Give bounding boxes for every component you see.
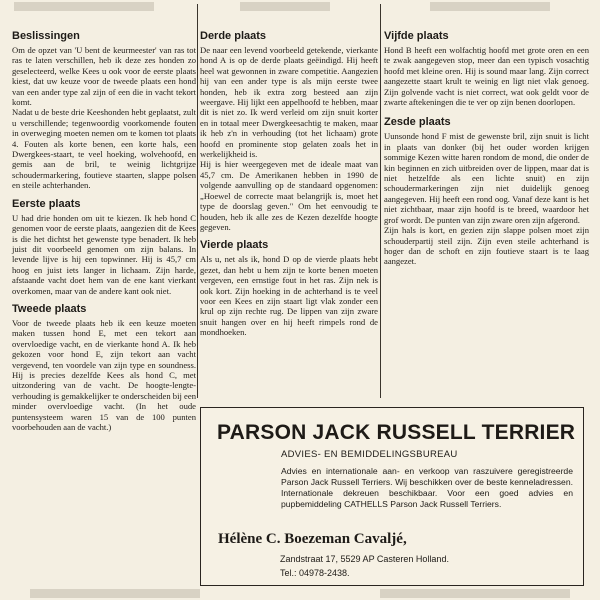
ad-phone: Tel.: 04978-2438. bbox=[280, 568, 350, 578]
ad-subtitle: ADVIES- EN BEMIDDELINGSBUREAU bbox=[281, 449, 458, 460]
ad-contact-name: Hélène C. Boezeman Cavaljé, bbox=[218, 531, 407, 547]
paragraph: Om de opzet van 'U bent de keurmeester' van ras tot ras te laten verschillen, heb ik deze zes honden zo geselecteerd, welke Kees u ook voor de eerste plaats kiest, dat uw keuze voor de tweede plaats een hond van een ander type zal zijn of een die in vacht tekort komt. bbox=[12, 45, 196, 108]
heading-beslissingen: Beslissingen bbox=[12, 30, 80, 42]
heading-vierde-plaats: Vierde plaats bbox=[200, 239, 269, 252]
paragraph: Zijn hals is kort, en gezien zijn slappe polsen moet zijn schouderpartij steil zijn. Zijn even steile achterhand is hoger dan de schoft en zijn foutieve staart is te laag aangezet. bbox=[384, 225, 589, 267]
paragraph: Voor de tweede plaats heb ik een keuze moeten maken tussen hond E, met een tekort aan overvloedige vacht, en de vierkante hond A. Ik heb gekozen voor hond E, zijn tekort aan vacht vergevend, ten voordele van zijn type en soundness. Hij is precies dezelfde Kees als hond C, met uitzondering van de vacht. De hoogte-lengte-verhouding is gemakkelijker te onderscheiden bij een minder overvloedige vacht. (In het oude puntensysteem waren 15 van de 100 punten voorbehouden aan de vacht.) bbox=[12, 317, 196, 432]
paragraph: Uunsonde hond F mist de gewenste bril, zijn snuit is licht in plaats van donker (bij het ouder worden krijgen sommige Kezen witte haren rondom de mond, die onder de kin beginnen en zich uitbreiden over de lippen, maar dat is niet hetzelfde als een lichte snuit) en zijn schoudermarkeringen zijn niet duidelijk genoeg aangegeven. Hij heeft een rond oog. Vanaf deze kant is het niet zichtbaar, maar zijn hoofd is te breed, waardoor het grof wordt. De punten van zijn zware oren zijn afgerond. bbox=[384, 131, 589, 225]
heading-vijfde-plaats: Vijfde plaats bbox=[384, 30, 449, 42]
print-artifact bbox=[240, 2, 330, 11]
column-divider bbox=[380, 4, 381, 398]
column-1 bbox=[12, 0, 196, 432]
paragraph: De naar een levend voorbeeld getekende, vierkante hond A is op de derde plaats geëindigd. Hij heeft heel wat gewonnen in zware competitie. Aangezien hij van een ander type is als mijn eerste twee honden, heb ik extra zorg besteed aan zijn weergave. Hij lijkt een appelhoofd te hebben, maar dit is niet zo. Ik werd verleid om zijn snuit korter en in totaal meer Dwergkeesachtig te maken, maar ik heb z'n in verhouding (tot het lichaam) grote hoofd en prominente stop gelaten zoals het in werkelijkheid is. bbox=[200, 45, 378, 160]
print-artifact bbox=[430, 2, 550, 11]
print-artifact bbox=[30, 589, 200, 598]
advertisement-box bbox=[200, 407, 584, 586]
column-divider bbox=[197, 4, 198, 398]
print-artifact bbox=[14, 2, 154, 11]
heading-zesde-plaats: Zesde plaats bbox=[384, 116, 451, 129]
ad-body: Advies en internationale aan- en verkoop van raszuivere geregistreerde Parson Jack Russell Terriers. Wij beschikken over de beste kenneladressen. Internationale dekreuen beschikbaar. Voor een goed advies en pupbemiddeling CATHELLS Parson Jack Russell Terriers. bbox=[281, 466, 573, 509]
heading-eerste-plaats: Eerste plaats bbox=[12, 197, 81, 210]
ad-address: Zandstraat 17, 5529 AP Casteren Holland. bbox=[280, 554, 449, 564]
heading-tweede-plaats: Tweede plaats bbox=[12, 302, 87, 315]
print-artifact bbox=[380, 589, 570, 598]
paragraph: Hond B heeft een wolfachtig hoofd met grote oren en een te zwak aangegeven stop, meer dan een typisch vosachtig hoofd met kleine oren. Hij is sound maar lang. Zijn correct aangezette staart krult te weinig en ligt niet vlak genoeg. Zijn golvende vacht is niet correct, wat ook geldt voor de zwarte aftekeningen die te ver op zijn benen doorlopen. bbox=[384, 45, 589, 108]
paragraph: Als u, net als ik, hond D op de vierde plaats hebt gezet, dan hebt u hem zijn te korte benen moeten vergeven, een ernstige fout in het ras. Zijn nek is ook kort. Zijn hoeking in de achterhand is te veel voor een Kees en zijn staart ligt vlak zonder een krul op zijn rechte rug. De lippen van zijn zware snuit hangen over en hij heeft rimpels rond de mondhoeken. bbox=[200, 254, 378, 338]
paragraph: Hij is hier weergegeven met de ideale maat van 45,7 cm. De Amerikanen hebben in 1990 de volgende aanvulling op de standaard opgenomen: „Hoewel de correcte maat belangrijk is, moet het type de doorslag geven." Om het eenvoudig te houden, heb ik alle zes de Kezen dezelfde hoogte gegeven. bbox=[200, 159, 378, 232]
column-3 bbox=[384, 0, 589, 267]
heading-derde-plaats: Derde plaats bbox=[200, 30, 267, 42]
paragraph: Nadat u de beste drie Keeshonden hebt geplaatst, zult u verschillende; tegenwoordig voorkomende fouten in overweging moeten nemen om te komen tot plaats 4. Fouten als korte benen, een korte hals, een Dwergkees-staart, te veel hoeking, wolvehoofd, en gemis aan de bril, te weinig lichtgrijze schoudermarkering, foutieve staarten, slappe polsen en steile achterhanden. bbox=[12, 107, 196, 191]
ad-title: PARSON JACK RUSSELL TERRIER bbox=[217, 421, 576, 444]
paragraph: U had drie honden om uit te kiezen. Ik heb hond C genomen voor de eerste plaats, aangezien dit de Kees is die het dichtst het gewenste type benadert. Ik heb juist dit voorbeeld genomen om zijn balans. In levende lijve is hij een topwinner. Hij is 45,7 cm hoog en juist iets langer in lichaam. Zijn harde, afstaande vacht doet hem van de ene kant vierkant overkomen, maar van de andere kant ook niet. bbox=[12, 212, 196, 296]
column-2 bbox=[200, 0, 378, 338]
